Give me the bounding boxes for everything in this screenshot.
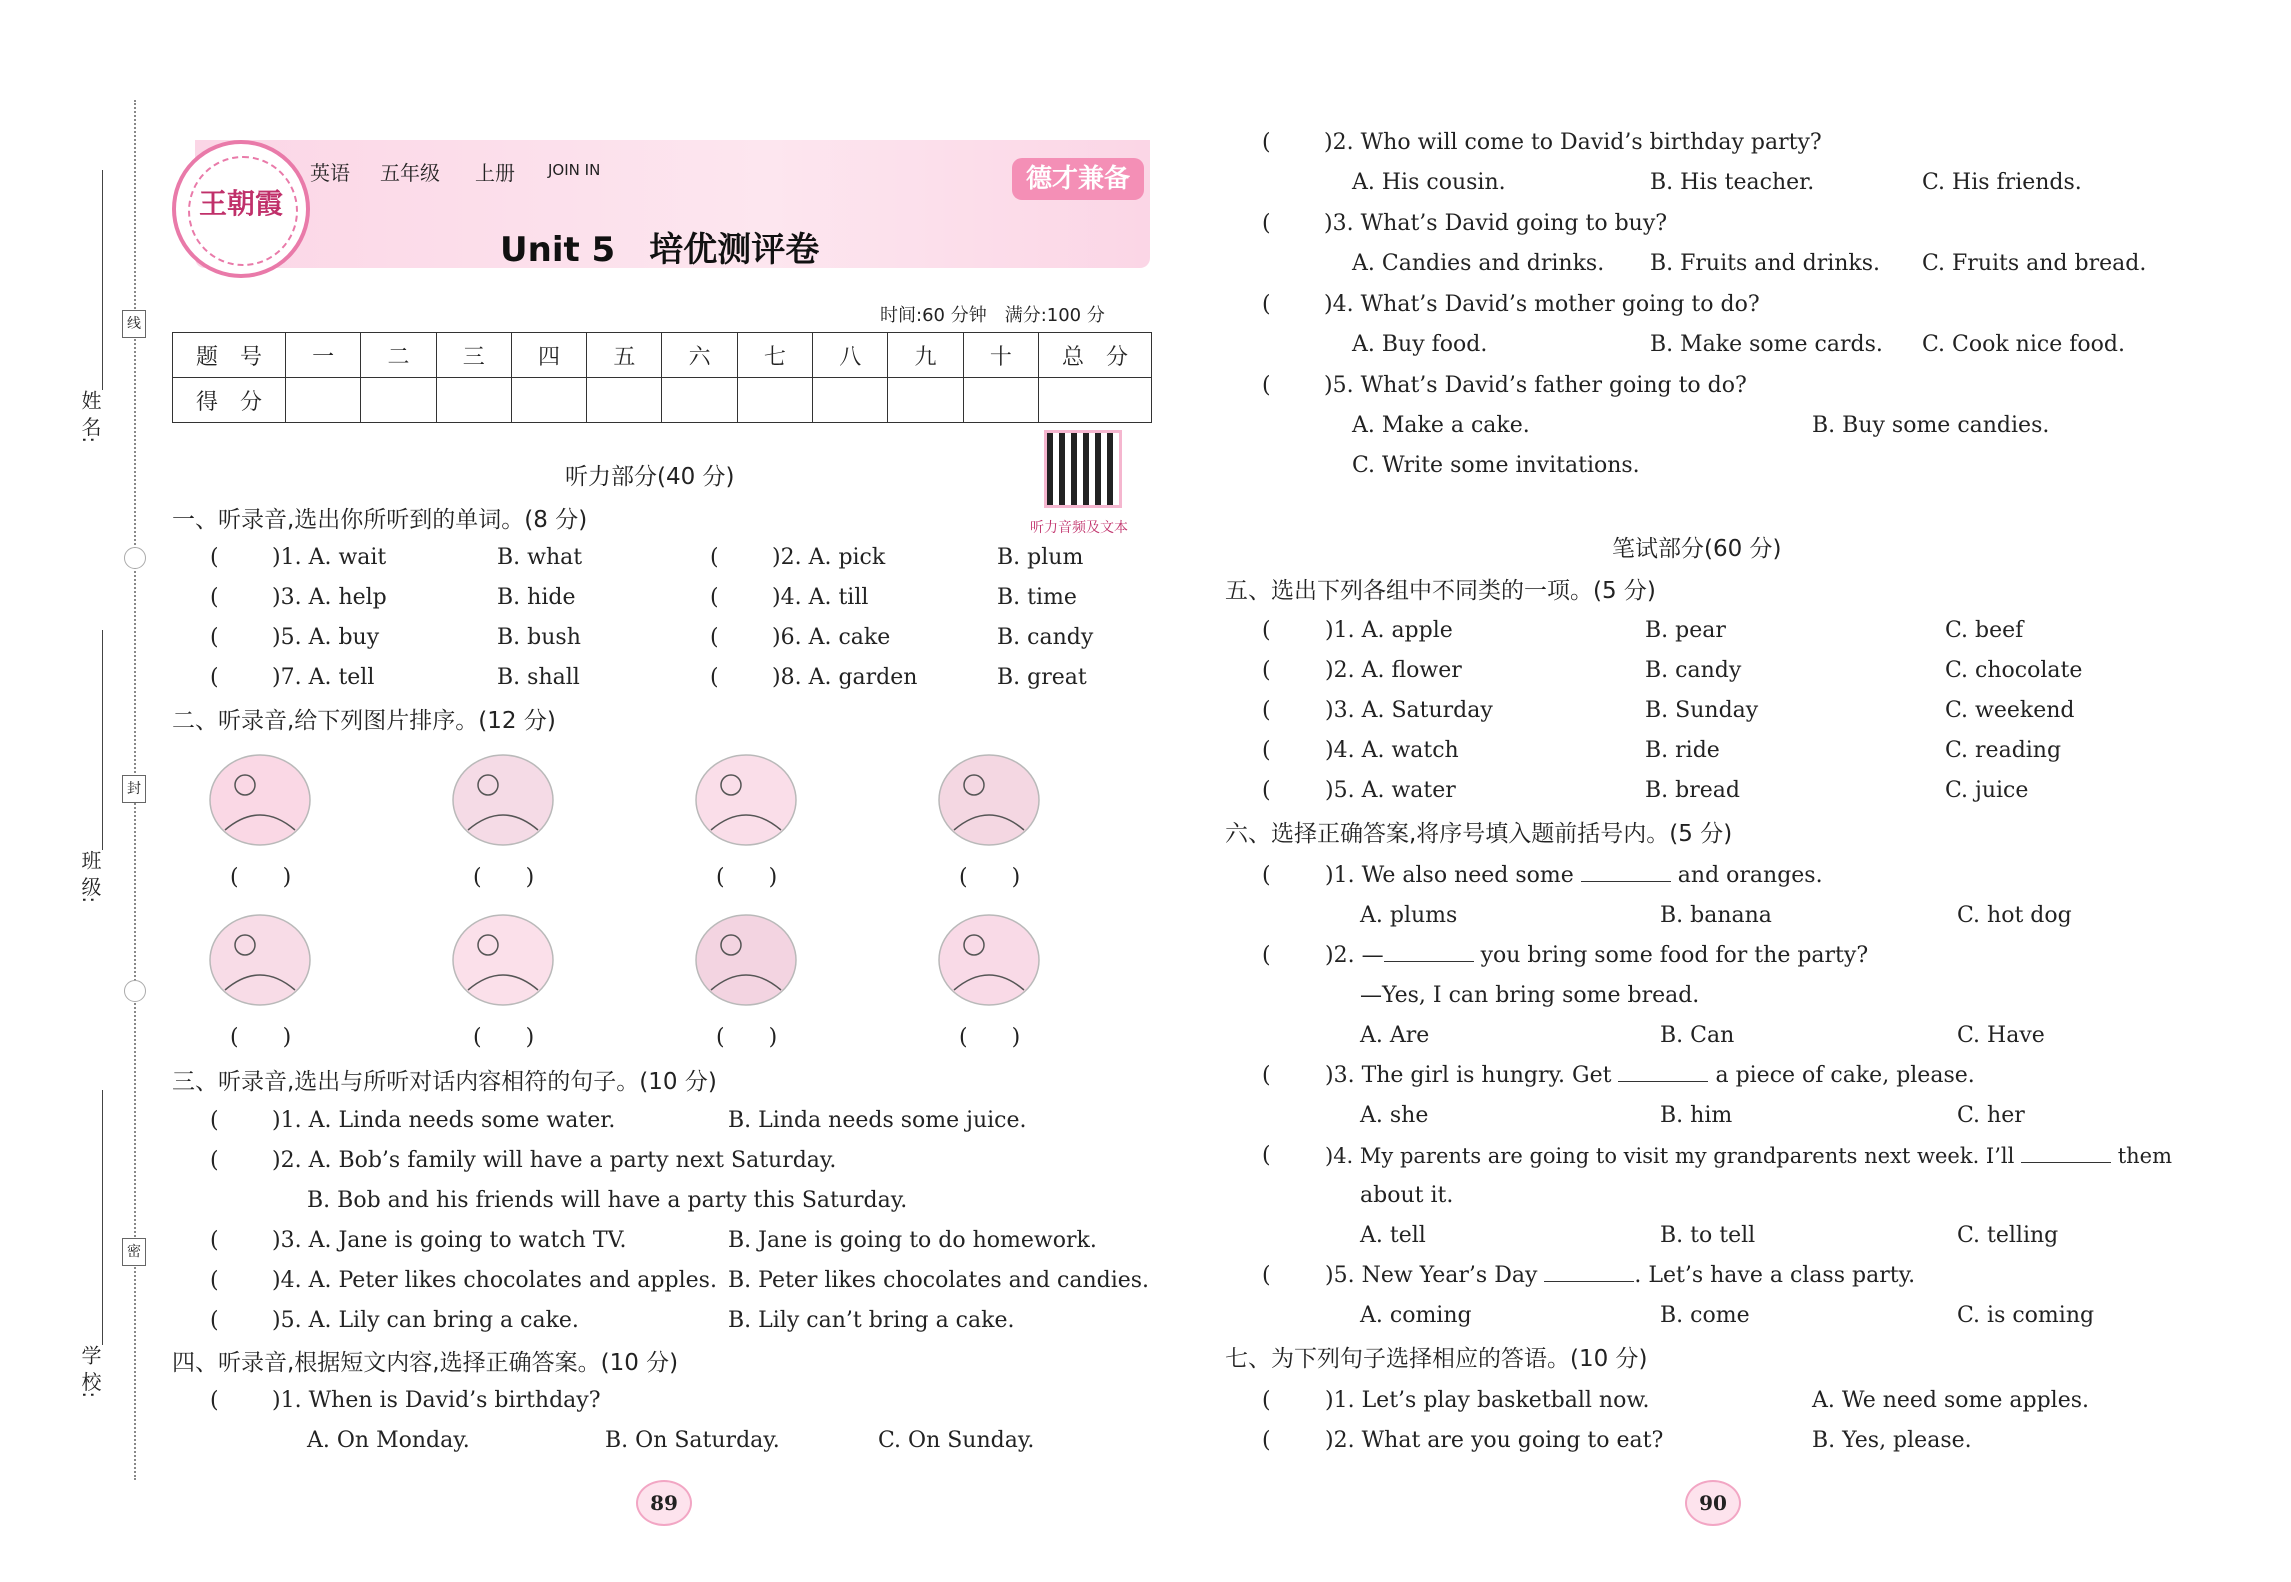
score-entry-cell[interactable] (587, 378, 662, 423)
s6-q1-c[interactable]: C. hot dog (1957, 903, 2072, 928)
class-field[interactable] (102, 630, 103, 850)
s4-option-a[interactable]: A. Buy food. (1352, 332, 1488, 357)
answer-paren[interactable]: ( (1262, 1428, 1271, 1453)
s1-option-a[interactable]: )4. A. till (772, 585, 869, 610)
s6-q4-c[interactable]: C. telling (1957, 1223, 2059, 1248)
answer-paren[interactable]: ( (1262, 658, 1271, 683)
running-cat-icon (681, 900, 811, 1020)
score-label-cell: 得 分 (173, 378, 286, 423)
s4-question: )1. When is David’s birthday? (272, 1388, 601, 1413)
s4-option-a[interactable]: A. His cousin. (1352, 170, 1506, 195)
answer-paren[interactable]: ( (1262, 130, 1271, 155)
answer-paren[interactable]: ( (1262, 943, 1271, 968)
s3-option-b[interactable]: B. Lily can’t bring a cake. (728, 1308, 1015, 1333)
s5-option-a[interactable]: )4. A. watch (1325, 738, 1459, 763)
s1-option-a[interactable]: )1. A. wait (272, 545, 387, 570)
score-header-cell: 六 (662, 333, 737, 378)
s4-option-a[interactable]: A. Make a cake. (1352, 413, 1530, 438)
page-number-right: 90 (1685, 1480, 1741, 1526)
s5-option-a[interactable]: )3. A. Saturday (1325, 698, 1493, 723)
score-header-cell: 一 (286, 333, 361, 378)
picture-answer-paren[interactable]: ( ) (716, 1025, 778, 1050)
s3-option-a[interactable]: )3. A. Jane is going to watch TV. (272, 1228, 627, 1253)
s6-q5-b[interactable]: B. come (1660, 1303, 1750, 1328)
picture-answer-paren[interactable]: ( ) (473, 865, 535, 890)
answer-paren[interactable]: ( (1262, 863, 1271, 888)
score-entry-cell[interactable] (813, 378, 888, 423)
seal-seal-mark: 封 (122, 775, 146, 803)
s7-heading: 七、为下列句子选择相应的答语。(10 分) (1225, 1346, 1648, 1372)
s4-option-c[interactable]: C. Fruits and bread. (1922, 251, 2147, 276)
class-label: 班 级: (78, 850, 102, 904)
s1-option-b[interactable]: B. candy (997, 625, 1094, 650)
s1-option-b[interactable]: B. plum (997, 545, 1084, 570)
s6-q5: )5. New Year’s Day . Let’s have a class party. (1325, 1263, 1916, 1288)
binding-hole (124, 980, 146, 1002)
s3-option-a[interactable]: )4. A. Peter likes chocolates and apples. (272, 1268, 717, 1293)
s6-q1-a[interactable]: A. plums (1360, 903, 1458, 928)
s4-option-b[interactable]: B. Buy some candies. (1812, 413, 2050, 438)
picture-answer-paren[interactable]: ( ) (959, 865, 1021, 890)
s1-option-a[interactable]: )2. A. pick (772, 545, 886, 570)
s4-option-c[interactable]: C. His friends. (1922, 170, 2082, 195)
s5-option-c[interactable]: C. reading (1945, 738, 2062, 763)
answer-paren[interactable]: ( (1262, 618, 1271, 643)
s6-q1: )1. We also need some and oranges. (1325, 863, 1823, 888)
s5-option-c[interactable]: C. beef (1945, 618, 2024, 643)
seal-line-mark: 线 (122, 310, 146, 338)
score-header-cell: 题 号 (173, 333, 286, 378)
s4-option-c[interactable]: C. Cook nice food. (1922, 332, 2125, 357)
answer-paren[interactable]: ( (210, 665, 219, 690)
s4-question: )5. What’s David’s father going to do? (1324, 373, 1747, 398)
party-table-icon (924, 740, 1054, 860)
page-title: Unit 5 培优测评卷 (500, 230, 820, 270)
score-header-cell: 三 (436, 333, 511, 378)
score-entry-cell[interactable] (888, 378, 963, 423)
s6-q3-c[interactable]: C. her (1957, 1103, 2025, 1128)
score-entry-cell[interactable] (511, 378, 586, 423)
answer-paren[interactable]: ( (210, 1148, 219, 1173)
score-header-cell: 九 (888, 333, 963, 378)
s4-option-b[interactable]: B. On Saturday. (605, 1428, 780, 1453)
answer-paren[interactable]: ( (1262, 1263, 1271, 1288)
answer-paren[interactable]: ( (210, 1268, 219, 1293)
s1-option-b[interactable]: B. time (997, 585, 1077, 610)
s6-q3: )3. The girl is hungry. Get a piece of cake, please. (1325, 1063, 1975, 1088)
s1-option-b[interactable]: B. great (997, 665, 1087, 690)
s5-option-a[interactable]: )5. A. water (1325, 778, 1456, 803)
answer-paren[interactable]: ( (1262, 373, 1271, 398)
s3-option-a[interactable]: )1. A. Linda needs some water. (272, 1108, 616, 1133)
score-header-cell: 五 (587, 333, 662, 378)
s3-heading: 三、听录音,选出与所听对话内容相符的句子。(10 分) (172, 1069, 717, 1095)
s2-heading: 二、听录音,给下列图片排序。(12 分) (172, 708, 556, 734)
picture-answer-paren[interactable]: ( ) (230, 865, 292, 890)
s3-option-b[interactable]: B. Peter likes chocolates and candies. (728, 1268, 1150, 1293)
s5-option-a[interactable]: )1. A. apple (1325, 618, 1453, 643)
s5-option-c[interactable]: C. juice (1945, 778, 2029, 803)
s6-q2-c[interactable]: C. Have (1957, 1023, 2045, 1048)
s4-question: )3. What’s David going to buy? (1324, 211, 1668, 236)
s7-question: )2. What are you going to eat? (1325, 1428, 1664, 1453)
subject-label: 英语 (310, 161, 350, 185)
answer-paren[interactable]: ( (210, 585, 219, 610)
s6-q4: )4. My parents are going to visit my grandparents next week. I’ll them (1325, 1144, 2173, 1168)
school-label: 学 校: (78, 1345, 102, 1399)
s6-heading: 六、选择正确答案,将序号填入题前括号内。(5 分) (1225, 821, 1733, 847)
answer-paren[interactable]: ( (1262, 738, 1271, 763)
s6-q2-b[interactable]: B. Can (1660, 1023, 1735, 1048)
s5-option-c[interactable]: C. chocolate (1945, 658, 2083, 683)
bananas-icon (438, 900, 568, 1020)
answer-paren[interactable]: ( (710, 665, 719, 690)
s4-option-b[interactable]: B. His teacher. (1650, 170, 1815, 195)
score-entry-cell[interactable] (361, 378, 436, 423)
s6-q2-a[interactable]: A. Are (1360, 1023, 1430, 1048)
s6-q5-c[interactable]: C. is coming (1957, 1303, 2095, 1328)
s6-q4-cont: about it. (1360, 1183, 1454, 1208)
s7-answer-option[interactable]: A. We need some apples. (1812, 1388, 2090, 1413)
s1-option-b[interactable]: B. hide (497, 585, 576, 610)
binding-hole (124, 547, 146, 569)
answer-paren[interactable]: ( (1262, 211, 1271, 236)
score-entry-cell[interactable] (286, 378, 361, 423)
s6-q5-a[interactable]: A. coming (1360, 1303, 1472, 1328)
s5-option-b[interactable]: B. candy (1645, 658, 1742, 683)
answer-paren[interactable]: ( (210, 545, 219, 570)
answer-paren[interactable]: ( (1262, 1388, 1271, 1413)
s1-option-a[interactable]: )6. A. cake (772, 625, 891, 650)
s5-heading: 五、选出下列各组中不同类的一项。(5 分) (1225, 578, 1656, 604)
name-label: 姓 名: (78, 390, 102, 444)
listening-heading: 听力部分(40 分) (565, 464, 735, 490)
score-entry-cell[interactable] (436, 378, 511, 423)
s5-option-c[interactable]: C. weekend (1945, 698, 2075, 723)
s4-question: )2. Who will come to David’s birthday party? (1324, 130, 1822, 155)
answer-paren[interactable]: ( (210, 1388, 219, 1413)
answer-paren[interactable]: ( (210, 1228, 219, 1253)
s7-answer-option[interactable]: B. Yes, please. (1812, 1428, 1972, 1453)
answer-paren[interactable]: ( (210, 1308, 219, 1333)
school-field[interactable] (102, 1090, 103, 1345)
dancing-icon (195, 740, 325, 860)
answer-paren[interactable]: ( (1262, 1143, 1271, 1168)
score-entry-cell[interactable] (963, 378, 1038, 423)
s4-option-c[interactable]: C. On Sunday. (878, 1428, 1035, 1453)
answer-paren[interactable]: ( (1262, 1063, 1271, 1088)
page-number-left: 89 (636, 1480, 692, 1526)
s3-option-b[interactable]: B. Linda needs some juice. (728, 1108, 1027, 1133)
score-header-cell: 七 (737, 333, 812, 378)
score-entry-cell[interactable] (737, 378, 812, 423)
s1-heading: 一、听录音,选出你所听到的单词。(8 分) (172, 507, 588, 533)
s3-option-a[interactable]: )2. A. Bob’s family will have a party next Saturday. (272, 1148, 837, 1173)
answer-paren[interactable]: ( (710, 585, 719, 610)
s1-option-b[interactable]: B. what (497, 545, 583, 570)
score-header-cell: 十 (963, 333, 1038, 378)
answer-paren[interactable]: ( (710, 625, 719, 650)
s4-option-b[interactable]: B. Fruits and drinks. (1650, 251, 1881, 276)
picture-answer-paren[interactable]: ( ) (959, 1025, 1021, 1050)
s1-option-b[interactable]: B. shall (497, 665, 580, 690)
seal-secret-mark: 密 (122, 1238, 146, 1266)
score-table (172, 332, 1152, 423)
s6-q3-b[interactable]: B. him (1660, 1103, 1733, 1128)
s6-q3-a[interactable]: A. she (1360, 1103, 1429, 1128)
answer-paren[interactable]: ( (1262, 698, 1271, 723)
s1-option-a[interactable]: )3. A. help (272, 585, 387, 610)
s6-q2-reply: —Yes, I can bring some bread. (1360, 983, 1700, 1008)
s3-option-b[interactable]: B. Jane is going to do homework. (728, 1228, 1097, 1253)
s4-question: )4. What’s David’s mother going to do? (1324, 292, 1760, 317)
volume-label: 上册 (475, 161, 515, 185)
time-info: 时间:60 分钟 满分:100 分 (880, 305, 1105, 326)
s6-q4-a[interactable]: A. tell (1360, 1223, 1426, 1248)
s5-option-b[interactable]: B. ride (1645, 738, 1720, 763)
s4-heading: 四、听录音,根据短文内容,选择正确答案。(10 分) (172, 1350, 679, 1376)
s4-option-a[interactable]: A. Candies and drinks. (1352, 251, 1605, 276)
answer-paren[interactable]: ( (710, 545, 719, 570)
answer-paren[interactable]: ( (1262, 292, 1271, 317)
s4-option-a[interactable]: A. On Monday. (307, 1428, 470, 1453)
s5-option-b[interactable]: B. bread (1645, 778, 1740, 803)
chocolate-icon (924, 900, 1054, 1020)
written-heading: 笔试部分(60 分) (1612, 536, 1782, 562)
name-field[interactable] (102, 170, 103, 390)
s1-option-b[interactable]: B. bush (497, 625, 581, 650)
answer-paren[interactable]: ( (210, 1108, 219, 1133)
series-label: JOIN IN (548, 161, 601, 179)
qr-code-icon[interactable] (1044, 430, 1122, 508)
score-header-cell: 总 分 (1039, 333, 1152, 378)
s1-option-a[interactable]: )7. A. tell (272, 665, 375, 690)
picture-answer-paren[interactable]: ( ) (716, 865, 778, 890)
s5-option-b[interactable]: B. pear (1645, 618, 1726, 643)
answer-paren[interactable]: ( (210, 625, 219, 650)
s6-q4-b[interactable]: B. to tell (1660, 1223, 1756, 1248)
s7-question: )1. Let’s play basketball now. (1325, 1388, 1650, 1413)
score-entry-cell[interactable] (1039, 378, 1152, 423)
s4-option-b[interactable]: B. Make some cards. (1650, 332, 1883, 357)
picture-answer-paren[interactable]: ( ) (473, 1025, 535, 1050)
picture-answer-paren[interactable]: ( ) (230, 1025, 292, 1050)
s5-option-a[interactable]: )2. A. flower (1325, 658, 1462, 683)
s3-option-a[interactable]: )5. A. Lily can bring a cake. (272, 1308, 579, 1333)
brand-logo: 王朝霞 (172, 140, 310, 278)
s1-option-a[interactable]: )8. A. garden (772, 665, 918, 690)
s1-option-a[interactable]: )5. A. buy (272, 625, 380, 650)
s5-option-b[interactable]: B. Sunday (1645, 698, 1759, 723)
qr-caption: 听力音频及文本 (1030, 520, 1128, 536)
s6-q2: )2. — you bring some food for the party? (1325, 943, 1869, 968)
badge: 德才兼备 (1012, 158, 1144, 200)
grade-label: 五年级 (380, 161, 440, 185)
score-header-cell: 八 (813, 333, 888, 378)
birthday-boy-icon (438, 740, 568, 860)
answer-paren[interactable]: ( (1262, 778, 1271, 803)
s6-q1-b[interactable]: B. banana (1660, 903, 1772, 928)
flowers-icon (681, 740, 811, 860)
crowd-icon (195, 900, 325, 1020)
score-header-cell: 二 (361, 333, 436, 378)
score-header-cell: 四 (511, 333, 586, 378)
s3-option-b[interactable]: B. Bob and his friends will have a party this Saturday. (307, 1188, 908, 1213)
s4-option-c[interactable]: C. Write some invitations. (1352, 453, 1640, 478)
score-entry-cell[interactable] (662, 378, 737, 423)
